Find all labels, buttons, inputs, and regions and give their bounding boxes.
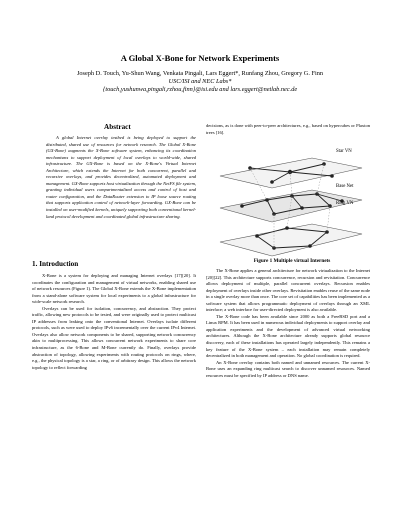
intro-heading: 1. Introduction xyxy=(32,260,79,268)
right-intro-text xyxy=(206,123,370,136)
right-body-text xyxy=(206,268,370,379)
author-emails: {touch,yushunwa,pingali,rzhou,finn}@isi.edu and lars.eggert@netlab.nec.de xyxy=(102,86,298,94)
abstract-text xyxy=(46,135,196,220)
label-star-vn: Star VN xyxy=(336,149,352,154)
intro-paragraph-2: Overlays can be used for isolation, concurrency, and abstraction. They protect traffic, allowing new protocols to be tested, and were originally used to protect multicast IP addresses from leaking onto the conventional Internet. Overlays isolate different protocols, such as were used to deploy IPv6 incrementally over the current IPv4 Internet. Overlays also allow network components to be shared, supporting network concurrency akin to multiprocessing. This allows concurrent network experiments to share core infrastructure, as the 6-Bone and M-Bone currently do. Finally, overlays provide abstraction of topology, allowing experiments with routing protocols on rings, where, e.g., the physical topology is a star, a ring, or of arbitrary design. This allows the network topology to reflect forwarding xyxy=(32,305,196,370)
affiliation: USC/ISI and NEC Labs* xyxy=(168,78,232,86)
ring-vn-layer xyxy=(220,224,362,256)
right-paragraph-3: An X-Bone overlay contains both named and unnamed resources. The current X-Bone uses an expanding ring multicast search to discover unnamed resources. Named resources must be specified by IP address or DNS name. xyxy=(206,359,370,378)
right-paragraph-1: The X-Bone applies a general architecture for network virtualization to the Internet [20][22]. This architecture supports concurrence, recursion and revisitation. Concurrence allows deployment of multiple, parallel concurrent overlays. Recursion enables deployment of overlays inside other overlays. Revisitation enables reuse of the same node in a single overlay more than once. The core set of capabilities has been implemented as a software system that allows programmatic deployment of overlays through an XML interface; a web interface for user-directed deployment is also available. xyxy=(206,268,370,313)
intro-text xyxy=(32,273,196,371)
intro-paragraph-1: X-Bone is a system for deploying and managing Internet overlays [17][20]. It coordinates the configuration and management of virtual networks, enabling shared use of network resources (Figure 1). The Global X-Bone extends the X-Bone implementation from a stand-alone software system for local experiments to a global infrastructure for wide-scale network research. xyxy=(32,273,196,305)
abstract-paragraph: A global Internet overlay testbed is being deployed to support the distributed, shared use of resources for network research. The Global X-Bone (GX-Bone) augments the X-Bone software system, enhancing its coordination mechanisms to support deployment of local overlays to world-wide, shared infrastructure. The GX-Bone is based on the X-Bone's Virtual Internet Architecture, which extends the Internet for both concurrent, parallel and recursive overlays, and provides decentralized, automated deployment and management. GX-Bone supports host virtualization through the NetFS file system, granting individual users compartmentalized access and control of host and router configuration, and the DataRouter extension to IP loose source routing that supports application control of network-layer forwarding. GX-Bone can be installed on user-modified kernels, uniquely supporting both conventional kernel-land protocol development and coordinated global infrastructure sharing. xyxy=(46,135,196,219)
author-names: Joseph D. Touch, Yu-Shun Wang, Venkata Pingali, Lars Eggert*, Runfang Zhou, Gregory G. Finn xyxy=(76,70,324,77)
label-ring-vn: Ring VN xyxy=(336,201,354,206)
base-net-layer xyxy=(220,190,362,222)
paper-title: A Global X-Bone for Network Experiments xyxy=(120,53,280,63)
right-paragraph-2: The X-Bone code has been available since 2000 as both a FreeBSD port and a Linux RPM. It has been used in numerous individual deployments to support overlay and application experiments and the development of advanced virtual networking architectures. Although the X-Bone architecture already supports global resource discovery, each of these installations has operated largely independently. This remains a key feature of the X-Bone system – each installation may remain completely decentralized in both management and operation. No global coordination is required. xyxy=(206,313,370,359)
abstract-heading: Abstract xyxy=(104,123,131,131)
right-intro-paragraph: decisions, as is done with peer-to-peer architectures, e.g., based on hypercubes or Plaxton trees [16]. xyxy=(206,123,370,135)
author-block xyxy=(0,70,400,95)
label-base-net: Base Net xyxy=(336,184,354,189)
figure-caption: Figure 1 Multiple virtual Internets xyxy=(253,258,331,264)
